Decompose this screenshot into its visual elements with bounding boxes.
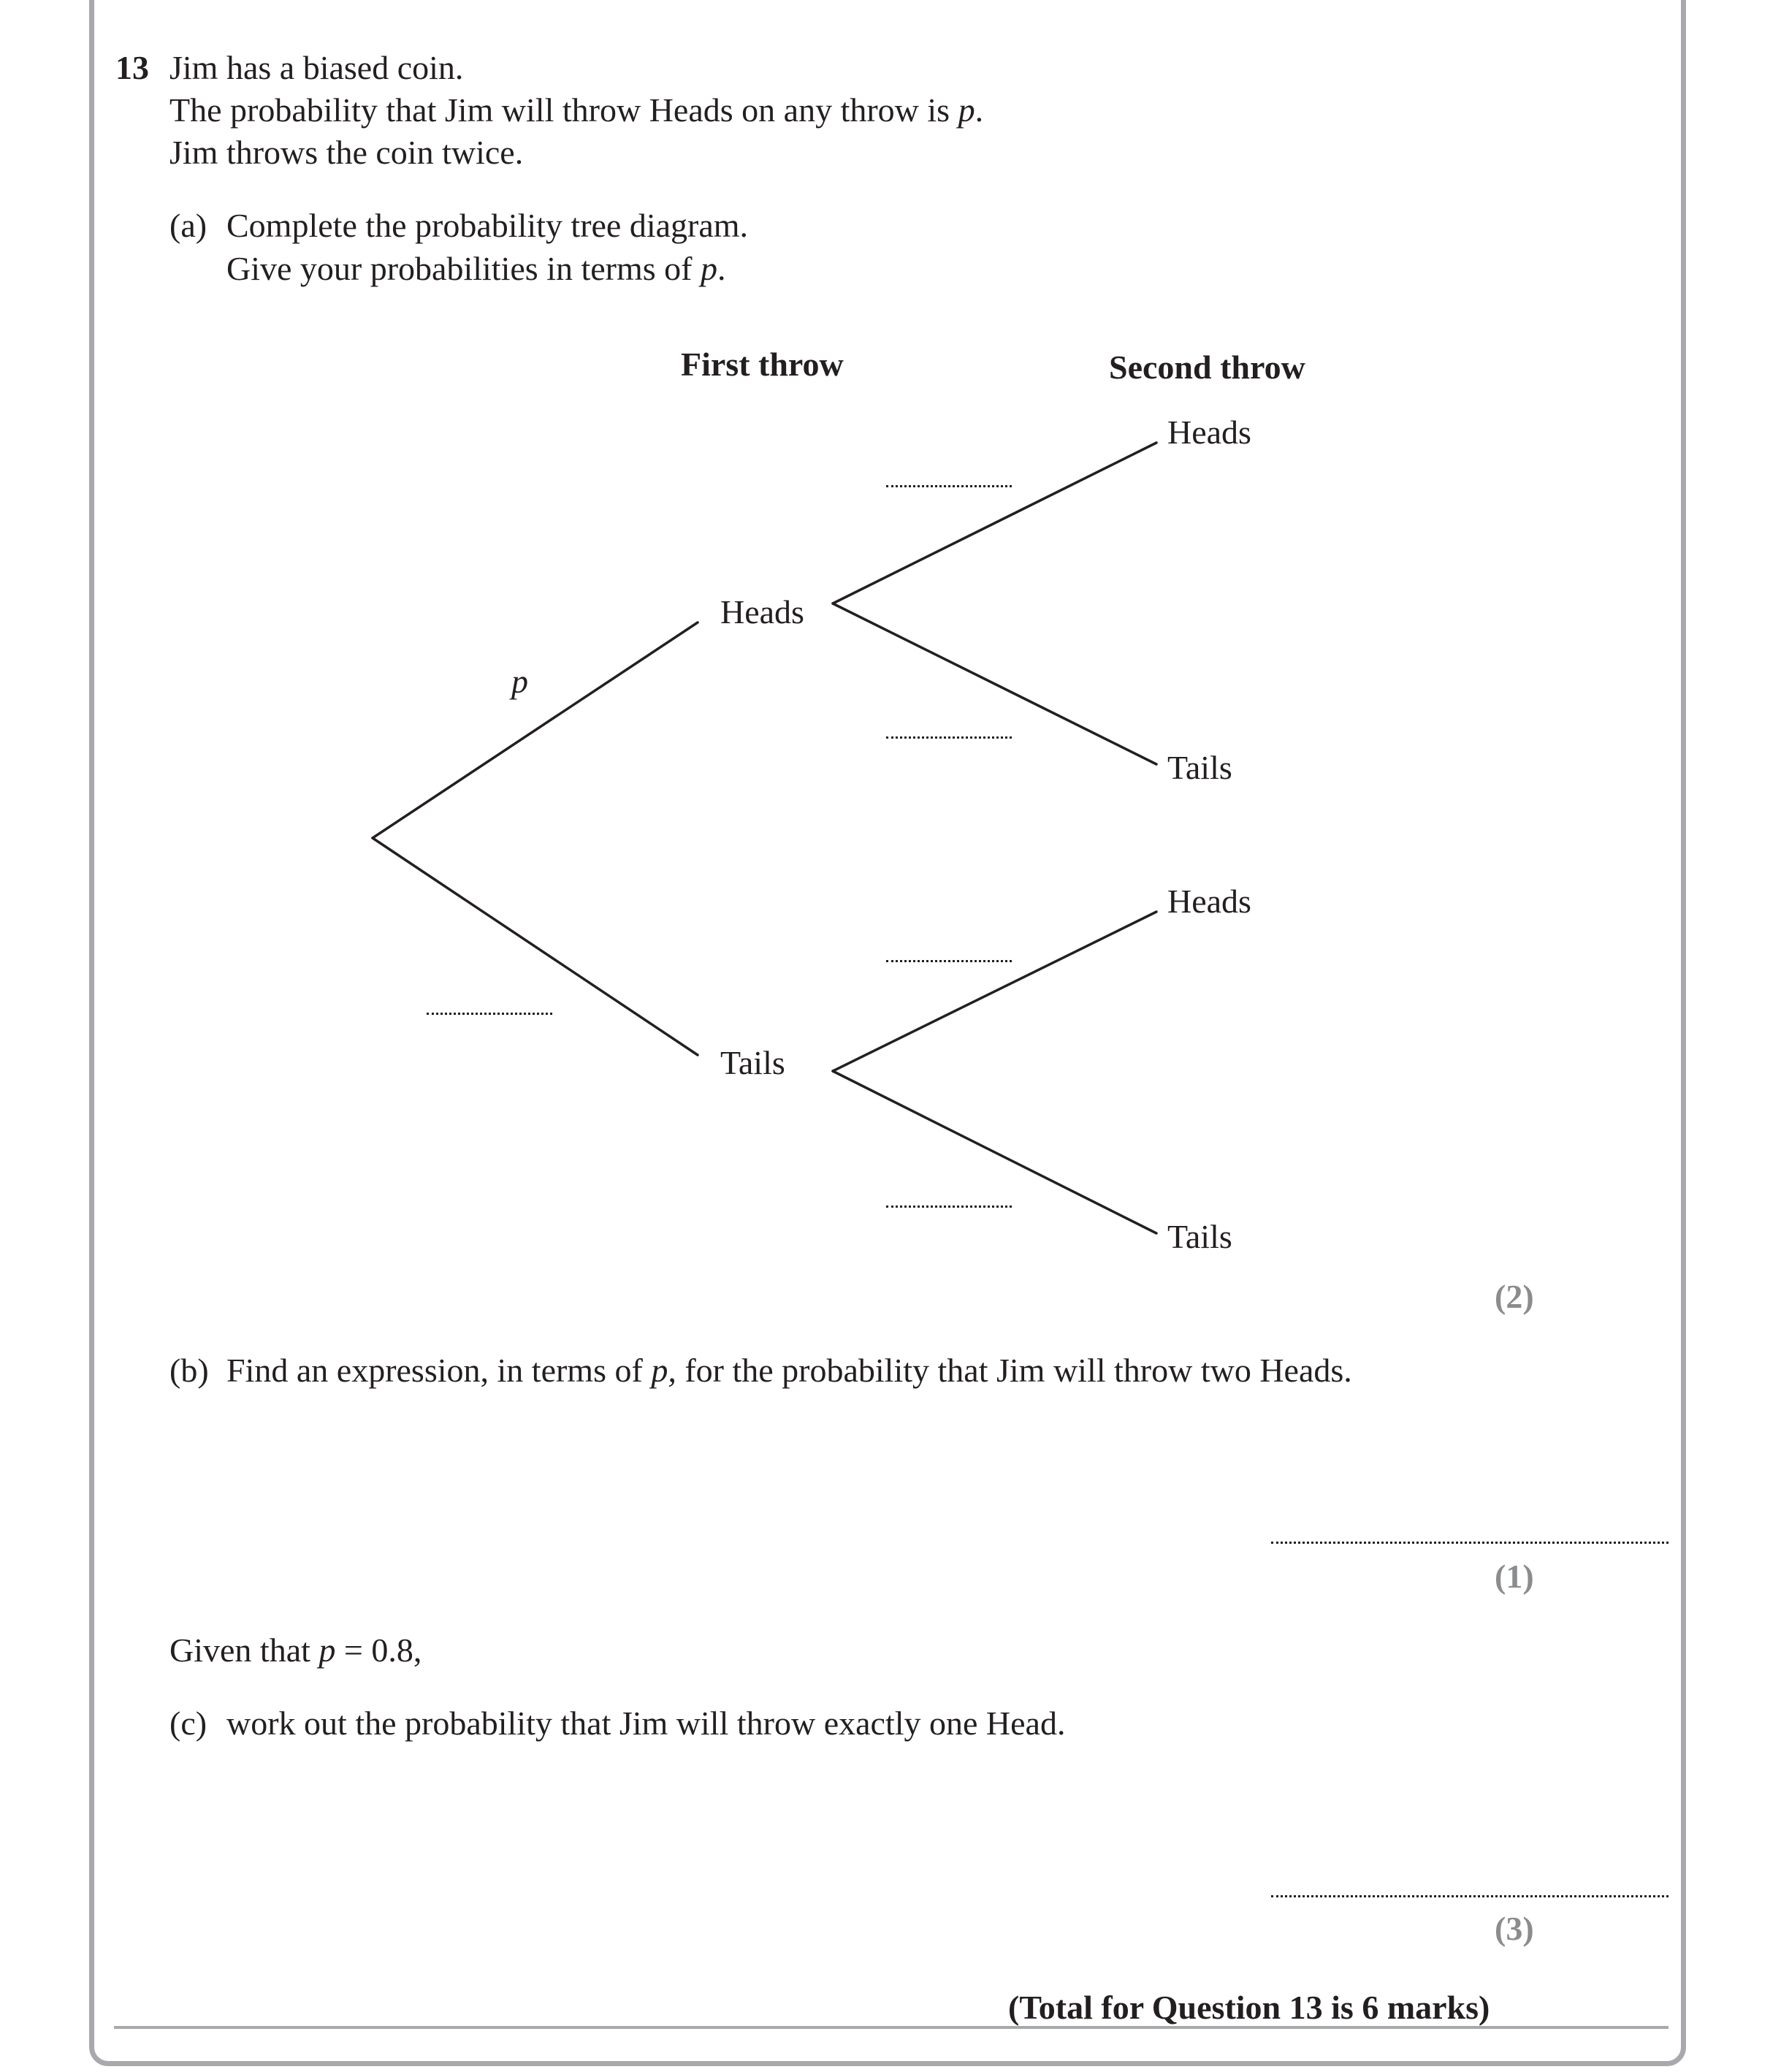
answer-line-part-b[interactable]: [1271, 1542, 1669, 1544]
answer-blank-first-tails[interactable]: [427, 1013, 552, 1015]
question-number: 13: [115, 49, 149, 86]
branch-tails-heads: [833, 912, 1156, 1071]
first-tails-label: Tails: [720, 1044, 785, 1081]
answer-blank-tails-tails[interactable]: [886, 1206, 1012, 1208]
second-tails-after-heads-label: Tails: [1167, 749, 1232, 786]
intro-line-1: Jim has a biased coin.: [169, 49, 464, 86]
given-text-after: = 0.8,: [335, 1631, 422, 1669]
second-throw-heading: Second throw: [1109, 348, 1305, 386]
bottom-rule: [114, 2026, 1669, 2029]
given-text-before: Given that: [169, 1631, 319, 1669]
question-total: (Total for Question 13 is 6 marks): [1008, 1989, 1490, 2026]
first-throw-heading: First throw: [681, 346, 844, 383]
branch-first-heads: [373, 622, 698, 838]
intro-line-3: Jim throws the coin twice.: [169, 134, 524, 171]
given-statement: [169, 1631, 422, 1669]
part-b-text: [226, 1354, 1352, 1387]
part-b-marks: (1): [1495, 1558, 1534, 1595]
branch-heads-heads: [833, 443, 1156, 603]
intro-line-2-text: The probability that Jim will throw Heads on any throw is: [169, 91, 958, 129]
intro-line-2: The probability that Jim will throw Heads on any throw is p.: [169, 91, 984, 129]
part-c-text: work out the probability that Jim will throw exactly one Head.: [226, 1705, 1066, 1742]
part-c-marks: (3): [1495, 1910, 1534, 1947]
answer-blank-heads-heads[interactable]: [886, 485, 1012, 487]
first-heads-label: Heads: [720, 593, 804, 631]
part-b-text-before: Find an expression, in terms of: [226, 1352, 652, 1389]
answer-blank-heads-tails[interactable]: [886, 736, 1012, 739]
answer-line-part-c[interactable]: [1271, 1895, 1669, 1897]
part-a-line-2: Give your probabilities in terms of p.: [226, 250, 726, 287]
second-heads-after-heads-label: Heads: [1167, 414, 1251, 451]
given-probability-variable: p: [511, 663, 528, 700]
intro-variable: p: [958, 91, 975, 129]
branch-first-tails: [373, 838, 698, 1055]
part-a-variable: p: [701, 250, 717, 287]
branch-tails-tails: [833, 1071, 1156, 1233]
part-a-marks: (2): [1495, 1278, 1534, 1315]
part-b-text-after: for the probability that Jim will throw two Heads.: [676, 1352, 1352, 1389]
part-a-line-1: Complete the probability tree diagram.: [226, 207, 749, 244]
part-a-label: (a): [169, 207, 207, 244]
answer-blank-tails-heads[interactable]: [886, 960, 1012, 962]
part-a-line-2-text: Give your probabilities in terms of: [226, 250, 701, 287]
given-probability-label: [511, 665, 528, 698]
given-variable: p: [319, 1631, 336, 1669]
branch-heads-tails: [833, 603, 1156, 764]
part-c-label: (c): [169, 1705, 207, 1742]
second-heads-after-tails-label: Heads: [1167, 883, 1251, 920]
part-b-variable: p,: [651, 1352, 676, 1389]
part-b-label: (b): [169, 1352, 209, 1389]
second-tails-after-tails-label: Tails: [1167, 1218, 1232, 1255]
